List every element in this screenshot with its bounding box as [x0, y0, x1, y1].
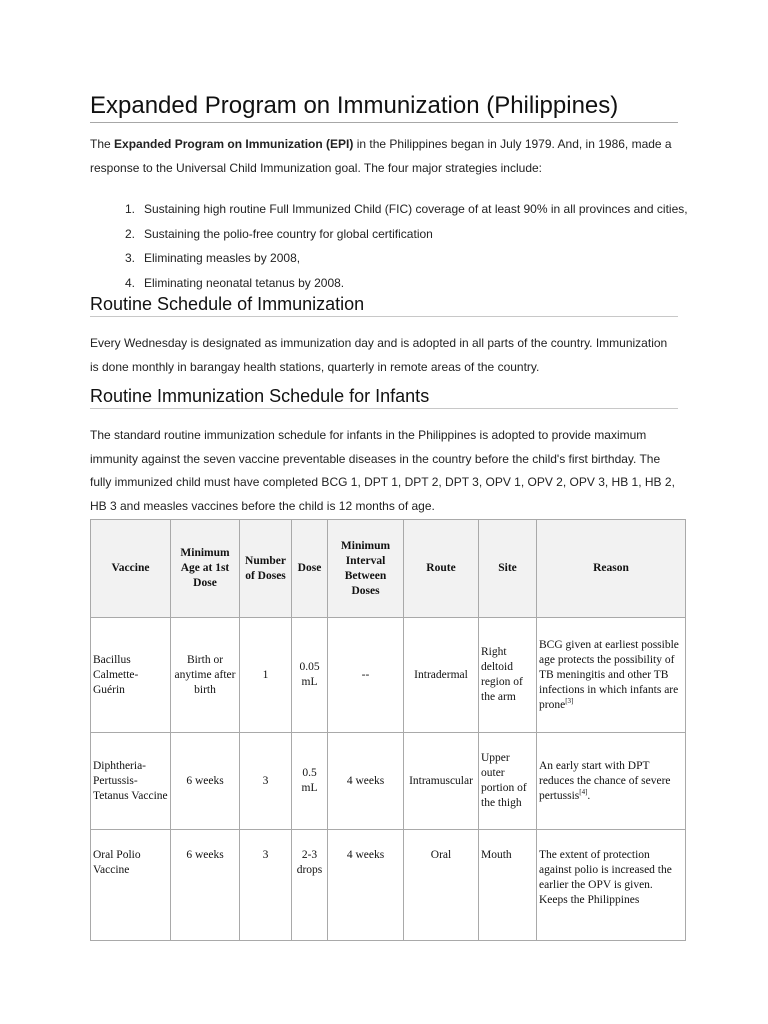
header-interval: Minimum Interval Between Doses: [328, 520, 404, 618]
header-vaccine: Vaccine: [91, 520, 171, 618]
cell-site: Mouth: [479, 830, 537, 941]
cell-vaccine: Bacillus Calmette-Guérin: [91, 618, 171, 733]
page-title: Expanded Program on Immunization (Philippines): [90, 90, 678, 123]
cell-route: Oral: [404, 830, 479, 941]
intro-paragraph: [90, 133, 678, 180]
list-text: Eliminating measles by 2008,: [144, 251, 301, 265]
header-num-doses: Number of Doses: [240, 520, 292, 618]
cell-vaccine: Oral Polio Vaccine: [91, 830, 171, 941]
cell-interval: 4 weeks: [328, 733, 404, 830]
strategies-list: [90, 197, 688, 295]
header-reason: Reason: [537, 520, 686, 618]
reason-tail: .: [587, 789, 591, 802]
table-row: [91, 830, 686, 941]
cell-route: Intradermal: [404, 618, 479, 733]
list-item: [90, 222, 688, 247]
cell-num-doses: 1: [240, 618, 292, 733]
cell-vaccine: Diphtheria-Pertussis-Tetanus Vaccine: [91, 733, 171, 830]
list-number: 1.: [124, 202, 135, 216]
immunization-table: [90, 519, 686, 941]
section-heading-routine-schedule: Routine Schedule of Immunization: [90, 292, 678, 317]
reference-link[interactable]: [4]: [579, 787, 588, 796]
cell-reason: [537, 830, 686, 941]
section-heading-infant-schedule: Routine Immunization Schedule for Infants: [90, 384, 678, 409]
cell-min-age: Birth or anytime after birth: [171, 618, 240, 733]
header-route: Route: [404, 520, 479, 618]
cell-min-age: 6 weeks: [171, 733, 240, 830]
cell-dose: 0.05 mL: [292, 618, 328, 733]
cell-interval: --: [328, 618, 404, 733]
infant-schedule-paragraph: The standard routine immunization schedule for infants in the Philippines is adopted to provide maximum immunity against the seven vaccine preventable diseases in the country before the child's first birthday. The fully immunized child must have completed BCG 1, DPT 1, DPT 2, DPT 3, OPV 1, OPV 2, OPV 3, HB 1, HB 2, HB 3 and measles vaccines before the child is 12 months of age.: [90, 428, 675, 513]
reason-text: An early start with DPT reduces the chance of severe pertussis: [539, 759, 671, 802]
intro-post: in the Philippines began in July 1979. And, in 1986, made a response to the Universal Child Immunization goal. The four major strategies include:: [90, 137, 672, 175]
table-row: [91, 618, 686, 733]
list-item: [90, 197, 688, 222]
cell-site: Upper outer portion of the thigh: [479, 733, 537, 830]
cell-min-age: 6 weeks: [171, 830, 240, 941]
list-text: Sustaining the polio-free country for global certification: [144, 226, 433, 241]
header-site: Site: [479, 520, 537, 618]
cell-dose: 0.5 mL: [292, 733, 328, 830]
cell-reason: [537, 733, 686, 830]
intro-bold: Expanded Program on Immunization (EPI): [114, 137, 354, 151]
list-text: Sustaining high routine Full Immunized Child (FIC) coverage of at least 90% in all provinces and cities,: [144, 202, 688, 216]
reason-text: The extent of protection against polio is increased the earlier the OPV is given.: [539, 849, 672, 891]
routine-schedule-paragraph: Every Wednesday is designated as immunization day and is adopted in all parts of the country. Immunization is done monthly in barangay health stations, quarterly in remote areas of the country.: [90, 336, 668, 374]
table-header-row: [91, 520, 686, 618]
list-item: [90, 246, 688, 271]
cell-site: Right deltoid region of the arm: [479, 618, 537, 733]
list-number: 3.: [124, 251, 135, 265]
cell-route: Intramuscular: [404, 733, 479, 830]
list-number: 2.: [124, 226, 135, 241]
reason-text: BCG given at earliest possible age protects the possibility of TB meningitis and other TB infections in which infants are prone: [539, 638, 679, 711]
cell-interval: 4 weeks: [328, 830, 404, 941]
header-min-age: Minimum Age at 1st Dose: [171, 520, 240, 618]
list-number: 4.: [124, 275, 135, 290]
cell-num-doses: 3: [240, 733, 292, 830]
cell-dose: 2-3 drops: [292, 830, 328, 941]
reference-link[interactable]: [3]: [565, 696, 574, 705]
intro-pre: The: [90, 137, 115, 151]
reason-line-2: Keeps the Philippines: [539, 894, 640, 906]
header-dose: Dose: [292, 520, 328, 618]
list-text: Eliminating neonatal tetanus by 2008.: [144, 275, 345, 290]
cell-reason: [537, 618, 686, 733]
cell-num-doses: 3: [240, 830, 292, 941]
table-row: [91, 733, 686, 830]
